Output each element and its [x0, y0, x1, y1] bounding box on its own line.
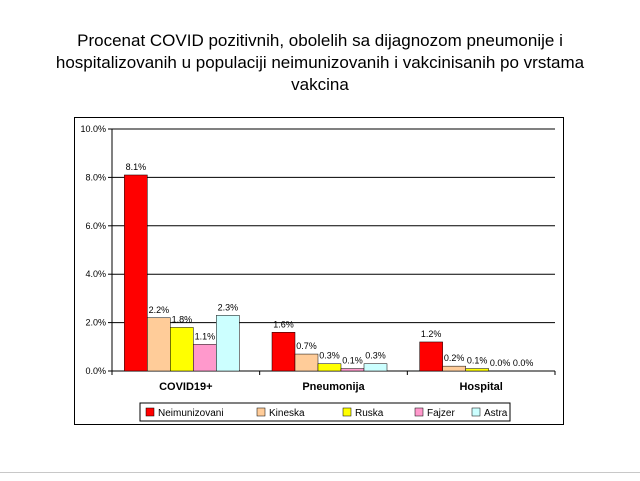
- y-tick-label: 0.0%: [85, 366, 106, 376]
- legend-swatch: [415, 408, 423, 416]
- y-tick-label: 4.0%: [85, 269, 106, 280]
- slide-divider: [0, 472, 640, 473]
- title-line-2: hospitalizovanih u populaciji neimunizovanih i vakcinisanih po vrstama: [55, 53, 585, 72]
- legend-label: Kineska: [269, 408, 305, 419]
- data-label: 0.3%: [365, 350, 386, 361]
- x-category-label: Hospital: [459, 381, 503, 393]
- data-label: 0.0%: [489, 358, 511, 368]
- data-label: 8.1%: [125, 161, 147, 172]
- x-category-label: COVID19+: [159, 381, 213, 393]
- bar: [193, 344, 216, 371]
- data-label: 2.3%: [217, 302, 239, 313]
- x-category-label: Pneumonija: [302, 381, 365, 393]
- bar: [124, 175, 147, 371]
- legend-label: Ruska: [355, 408, 384, 419]
- bar: [272, 332, 295, 371]
- data-label: 0.1%: [342, 355, 363, 366]
- bar: [466, 369, 489, 371]
- y-tick-label: 2.0%: [85, 317, 106, 328]
- bar: [364, 364, 387, 371]
- data-label: 2.2%: [148, 304, 170, 315]
- bar: [341, 369, 364, 371]
- bar: [295, 354, 318, 371]
- data-label: 1.6%: [273, 319, 294, 330]
- legend-label: Astra: [484, 408, 508, 419]
- legend-label: Fajzer: [427, 408, 455, 419]
- bar: [420, 342, 443, 371]
- data-label: 0.2%: [443, 353, 465, 364]
- bar: [147, 318, 170, 371]
- legend-label: Neimunizovani: [158, 408, 224, 419]
- data-label: 1.1%: [194, 331, 216, 342]
- data-label: 1.8%: [171, 314, 193, 325]
- bar: [216, 315, 239, 371]
- bar: [443, 366, 466, 371]
- bar: [170, 327, 193, 371]
- legend-swatch: [343, 408, 351, 416]
- data-label: 0.3%: [319, 350, 340, 361]
- data-label: 0.0%: [512, 358, 534, 368]
- bar: [318, 364, 341, 371]
- title-line-3: vakcina: [291, 75, 349, 94]
- legend-swatch: [257, 408, 265, 416]
- y-tick-label: 10.0%: [80, 124, 106, 134]
- data-label: 0.7%: [296, 341, 317, 352]
- y-tick-label: 6.0%: [85, 220, 106, 231]
- title-line-1: Procenat COVID pozitivnih, obolelih sa dijagnozom pneumonije i: [77, 31, 563, 50]
- y-tick-label: 8.0%: [85, 172, 106, 183]
- legend-swatch: [472, 408, 480, 416]
- legend-swatch: [146, 408, 154, 416]
- data-label: 1.2%: [420, 328, 442, 339]
- data-label: 0.1%: [466, 355, 488, 366]
